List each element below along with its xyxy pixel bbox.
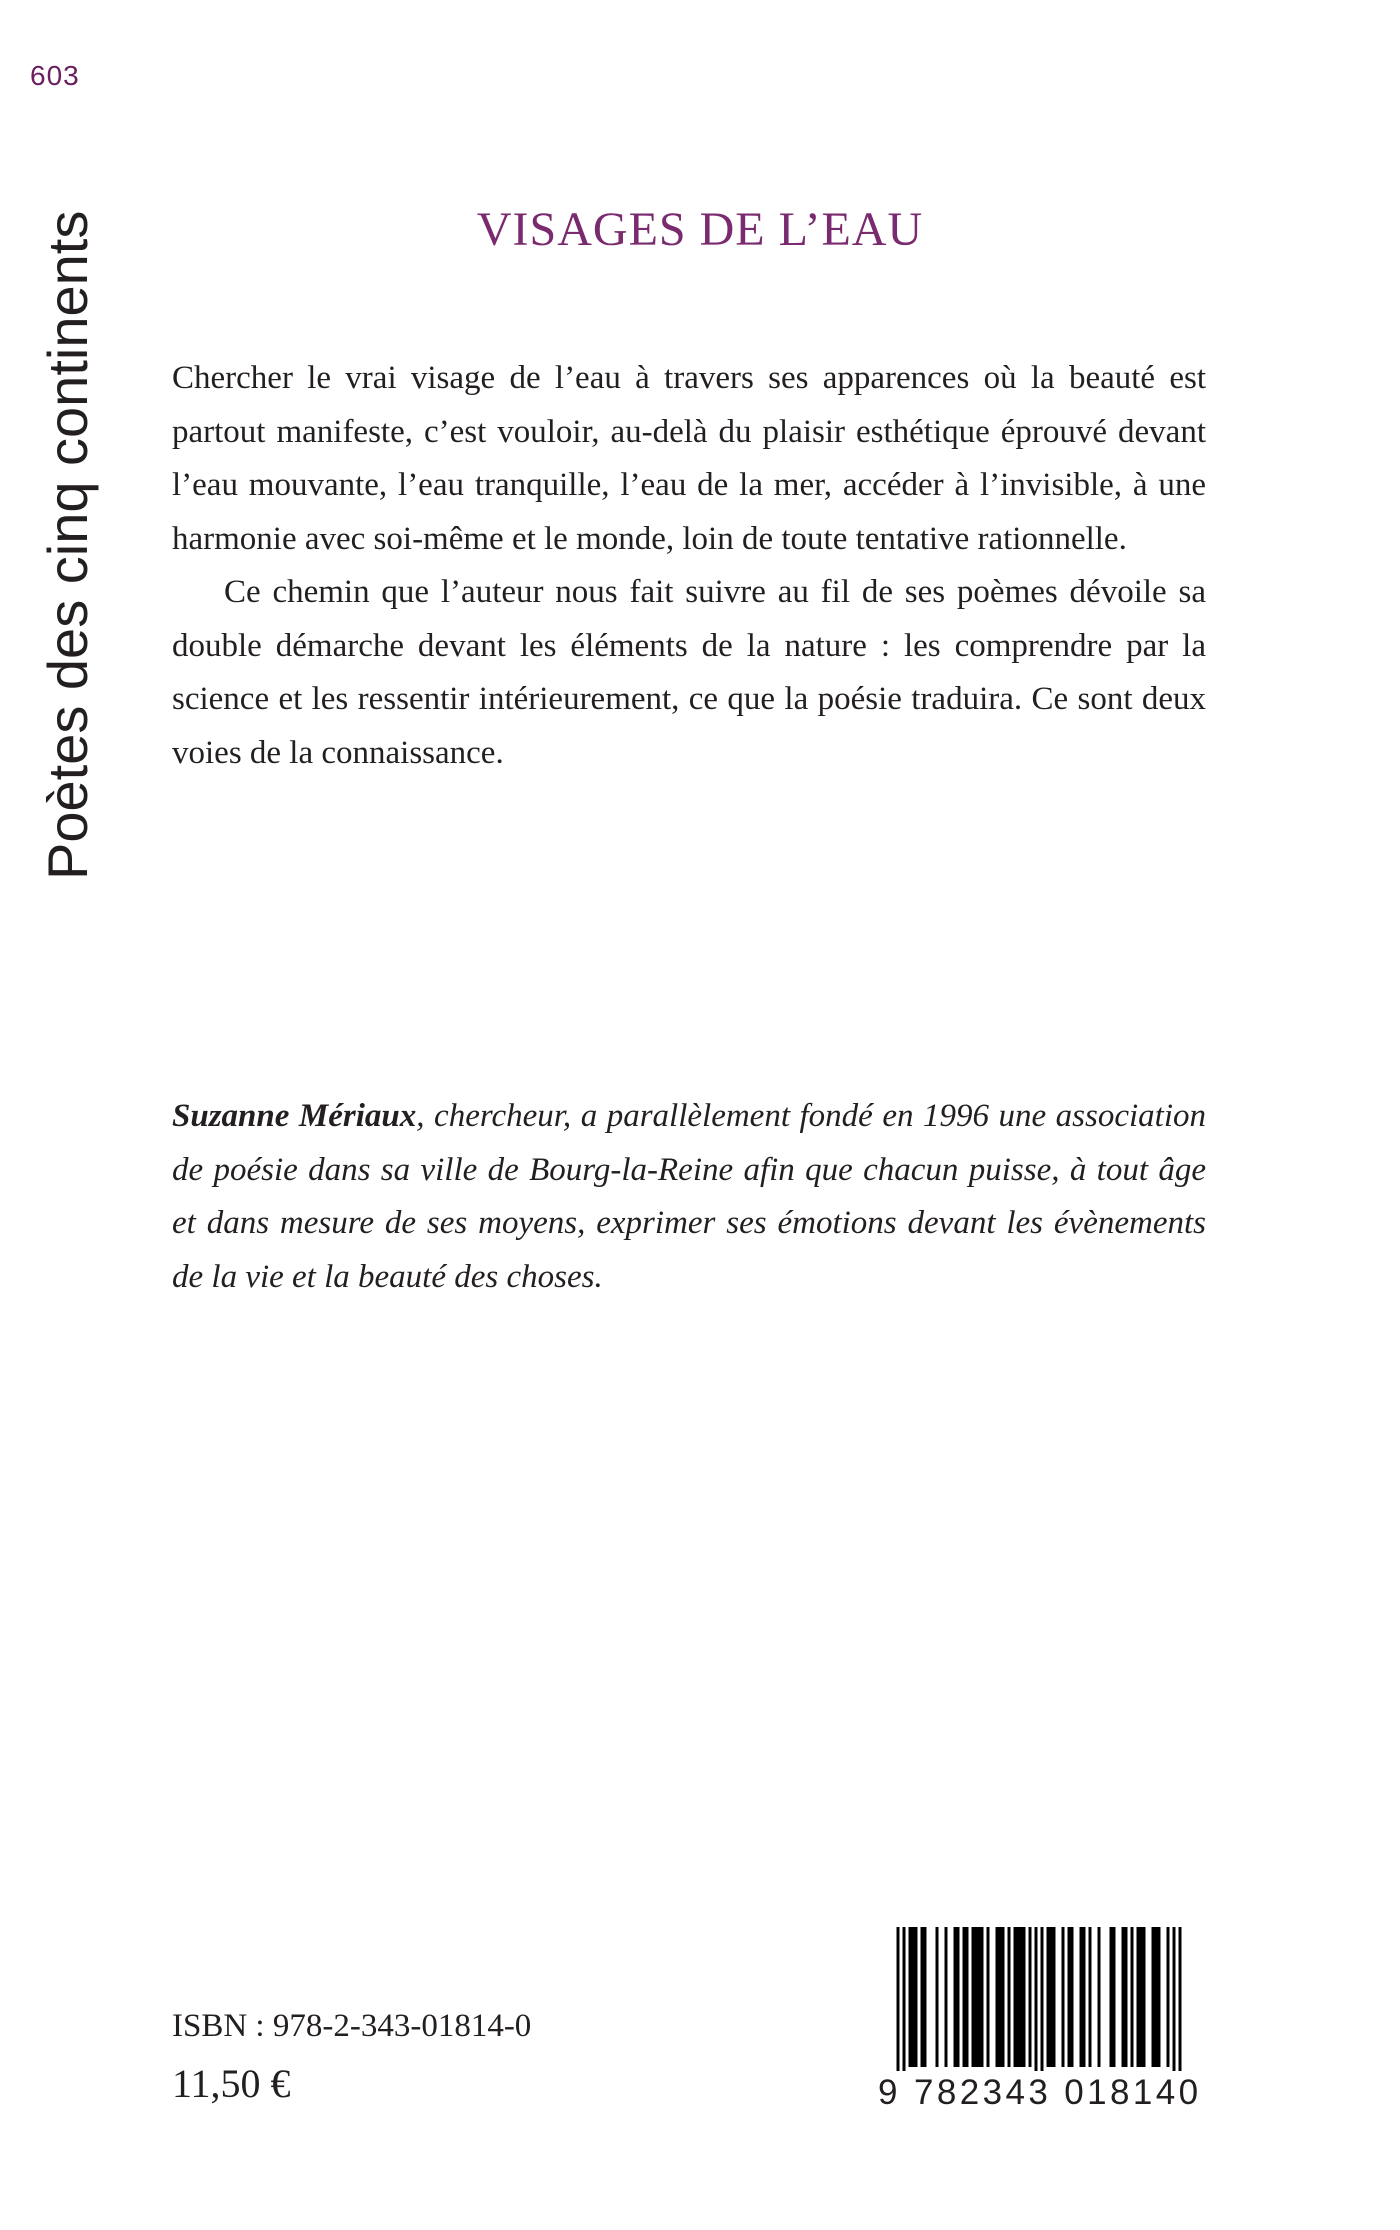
barcode-bar: [1023, 1927, 1026, 2067]
barcode-bar: [1041, 1927, 1044, 2077]
barcode-bar: [1110, 1927, 1113, 2067]
barcode-bar: [1158, 1927, 1161, 2067]
barcode-bar: [1035, 1927, 1038, 2077]
barcode-bar: [1062, 1927, 1065, 2067]
book-title: VISAGES DE L’EAU: [476, 203, 924, 256]
barcode-bars: [878, 1927, 1200, 2077]
barcode-bar: [981, 1927, 984, 2067]
series-number: 603: [30, 60, 80, 91]
barcode-bar: [1143, 1927, 1146, 2067]
barcode-bar: [1167, 1927, 1170, 2067]
barcode-bar: [924, 1927, 927, 2067]
barcode-bar: [972, 1927, 975, 2067]
barcode-bar: [1122, 1927, 1125, 2067]
barcode-bar: [915, 1927, 918, 2067]
barcode-bar: [1014, 1927, 1017, 2067]
barcode-bar: [921, 1927, 924, 2067]
barcode-bar: [1113, 1927, 1116, 2067]
barcode-bar: [945, 1927, 948, 2067]
barcode-bar: [963, 1927, 966, 2067]
barcode-bar: [1140, 1927, 1143, 2067]
blurb-paragraph: Ce chemin que l’auteur nous fait suivre au fil de ses poèmes dévoile sa double démarche devant les éléments de la nature : les comprendre par la science et les ressentir intérieurement, ce que la poésie traduira. Ce sont deux voies de la connaissance.: [172, 574, 1206, 771]
price: 11,50 €: [172, 2061, 291, 2106]
barcode-bar: [912, 1927, 915, 2067]
barcode-bar: [936, 1927, 939, 2067]
barcode-bar: [1050, 1927, 1053, 2067]
barcode-bar: [1029, 1927, 1032, 2067]
barcode-bar: [966, 1927, 969, 2067]
barcode-bar: [1137, 1927, 1140, 2067]
series-name: Poètes des cinq continents: [36, 210, 99, 880]
barcode-bar: [1152, 1927, 1155, 2067]
barcode-bar: [954, 1927, 957, 2067]
blurb-paragraph: Chercher le vrai visage de l’eau à travers ses apparences où la beauté est partout manifeste, c’est vouloir, au-delà du plaisir esthétique éprouvé devant l’eau mouvante, l’eau tranquille, l’eau de la mer, accéder à l’invisible, à une harmonie avec soi-même et le monde, loin de toute tentative rationnelle.: [172, 360, 1206, 557]
barcode-bar: [1173, 1927, 1176, 2077]
barcode-bar: [897, 1927, 900, 2077]
barcode-bar: [1098, 1927, 1101, 2067]
barcode-bar: [987, 1927, 990, 2067]
barcode-bar: [1020, 1927, 1023, 2067]
author-name: Suzanne Mériaux: [172, 1098, 417, 1134]
barcode-bar: [1068, 1927, 1071, 2067]
barcode-bar: [1017, 1927, 1020, 2067]
barcode-bar: [999, 1927, 1002, 2067]
barcode-bar: [1083, 1927, 1086, 2067]
barcode: [878, 1927, 1200, 2117]
barcode-bar: [909, 1927, 912, 2067]
barcode-bar: [1053, 1927, 1056, 2067]
barcode-bar: [1089, 1927, 1092, 2067]
barcode-digits: 9 782343 018140: [878, 2071, 1200, 2115]
barcode-bar: [1155, 1927, 1158, 2067]
barcode-bar: [1080, 1927, 1083, 2067]
barcode-bar: [1047, 1927, 1050, 2067]
barcode-bar: [1125, 1927, 1128, 2067]
barcode-bar: [978, 1927, 981, 2067]
barcode-bar: [1002, 1927, 1005, 2067]
barcode-bar: [1131, 1927, 1134, 2067]
barcode-bar: [1071, 1927, 1074, 2067]
barcode-bar: [1179, 1927, 1182, 2077]
barcode-bar: [957, 1927, 960, 2067]
barcode-bar: [1008, 1927, 1011, 2067]
author-bio-text: , chercheur, a parallèlement fondé en 1996 une association de poésie dans sa ville de Bourg-la-Reine afin que chacun puisse, à tout âge et dans mesure de ses moyens, exprimer ses émotions devant les évènements de la vie et la beauté des choses.: [172, 1098, 1207, 1295]
isbn: ISBN : 978-2-343-01814-0: [172, 2008, 532, 2044]
barcode-bar: [975, 1927, 978, 2067]
barcode-bar: [903, 1927, 906, 2077]
barcode-bar: [996, 1927, 999, 2067]
author-bio: [172, 1090, 1206, 1304]
back-cover-blurb: [172, 352, 1206, 780]
